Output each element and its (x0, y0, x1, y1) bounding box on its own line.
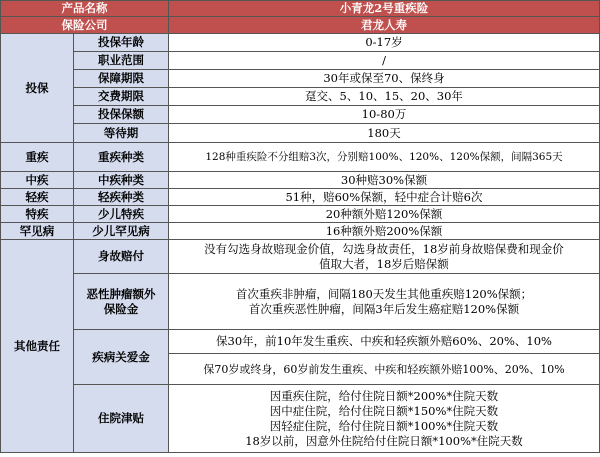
row-value: 16种额外赔200%保额 (169, 223, 600, 240)
tumor-label (74, 274, 169, 330)
death-label: 身故赔付 (74, 240, 169, 274)
row-value: 51种，赔60%保额，轻中症合计赔6次 (169, 189, 600, 206)
row-value: 128种重疾险不分组赔3次，分别赔100%、120%、120%保额，间隔365天 (169, 143, 600, 172)
death-line-2: 值取大者，18岁后赔保额 (319, 256, 449, 271)
group-other: 其他责任 (1, 240, 74, 453)
hospital-line-4: 18岁以前，因意外住院给付住院日额*100%*住院天数 (245, 433, 523, 448)
table-row (1, 385, 600, 453)
death-value (169, 240, 600, 274)
row-label: 等待期 (74, 124, 169, 143)
death-line-1: 没有勾选身故赔现金价值，勾选身故责任，18岁前身故赔保费和现金价 (204, 241, 564, 256)
hospital-value (169, 385, 600, 453)
tumor-value (169, 274, 600, 330)
tumor-line-2: 首次重疾恶性肿瘤，间隔3年后发生癌症赔120%保额 (248, 301, 520, 316)
row-label: 轻疾种类 (74, 189, 169, 206)
row-label: 职业范围 (74, 52, 169, 70)
row-label: 中疾种类 (74, 172, 169, 189)
row-value: / (169, 52, 600, 70)
care-label: 疾病关爱金 (74, 330, 169, 385)
group-zhongji: 重疾 (1, 143, 74, 172)
care-value-1: 保30年，前10年发生重疾、中疾和轻疾额外赔60%、20%、10% (169, 330, 600, 354)
table-row (1, 330, 600, 354)
table-row (1, 52, 600, 70)
row-label: 保障期限 (74, 70, 169, 88)
group-teji: 特疾 (1, 206, 74, 223)
row-label: 少儿特疾 (74, 206, 169, 223)
care-value-2: 保70岁或终身，60岁前发生重疾、中疾和轻疾额外赔100%、20%、10% (169, 354, 600, 385)
row-value: 30种赔30%保额 (169, 172, 600, 189)
tumor-line-1: 首次重疾非肿瘤，间隔180天发生其他重疾赔120%保额； (235, 286, 533, 301)
company-row (1, 17, 600, 34)
row-value: 趸交、5、10、15、20、30年 (169, 88, 600, 106)
row-value: 180天 (169, 124, 600, 143)
hospital-label: 住院津贴 (74, 385, 169, 453)
row-value: 10-80万 (169, 106, 600, 124)
group-zhongzheng: 中疾 (1, 172, 74, 189)
row-label: 交费期限 (74, 88, 169, 106)
table-row (1, 143, 600, 172)
group-toubao: 投保 (1, 34, 74, 143)
tumor-label-line-2: 保险金 (103, 301, 139, 316)
company-value: 君龙人寿 (169, 17, 600, 34)
table-row (1, 189, 600, 206)
group-qingzheng: 轻疾 (1, 189, 74, 206)
row-value: 30年或保至70、保终身 (169, 70, 600, 88)
table-row (1, 70, 600, 88)
product-name-row (1, 1, 600, 17)
row-value: 20种额外赔120%保额 (169, 206, 600, 223)
table-row (1, 206, 600, 223)
hospital-line-1: 因重疾住院，给付住院日额*200%*住院天数 (269, 388, 499, 403)
table-row (1, 124, 600, 143)
table-row (1, 88, 600, 106)
group-hanjian: 罕见病 (1, 223, 74, 240)
row-label: 少儿罕见病 (74, 223, 169, 240)
table-row (1, 106, 600, 124)
row-value: 0-17岁 (169, 34, 600, 52)
table-row (1, 240, 600, 274)
table-row (1, 274, 600, 330)
table-row (1, 34, 600, 52)
product-name-value: 小青龙2号重疾险 (169, 1, 600, 17)
row-label: 重疾种类 (74, 143, 169, 172)
table-row (1, 172, 600, 189)
table-row (1, 223, 600, 240)
row-label: 投保年龄 (74, 34, 169, 52)
row-label: 投保保额 (74, 106, 169, 124)
company-label: 保险公司 (1, 17, 169, 34)
tumor-label-line-1: 恶性肿瘤额外 (86, 286, 156, 301)
hospital-line-3: 因轻症住院，给付住院日额*100%*住院天数 (269, 418, 499, 433)
hospital-line-2: 因中症住院，给付住院日额*150%*住院天数 (269, 403, 499, 418)
product-name-label: 产品名称 (1, 1, 169, 17)
